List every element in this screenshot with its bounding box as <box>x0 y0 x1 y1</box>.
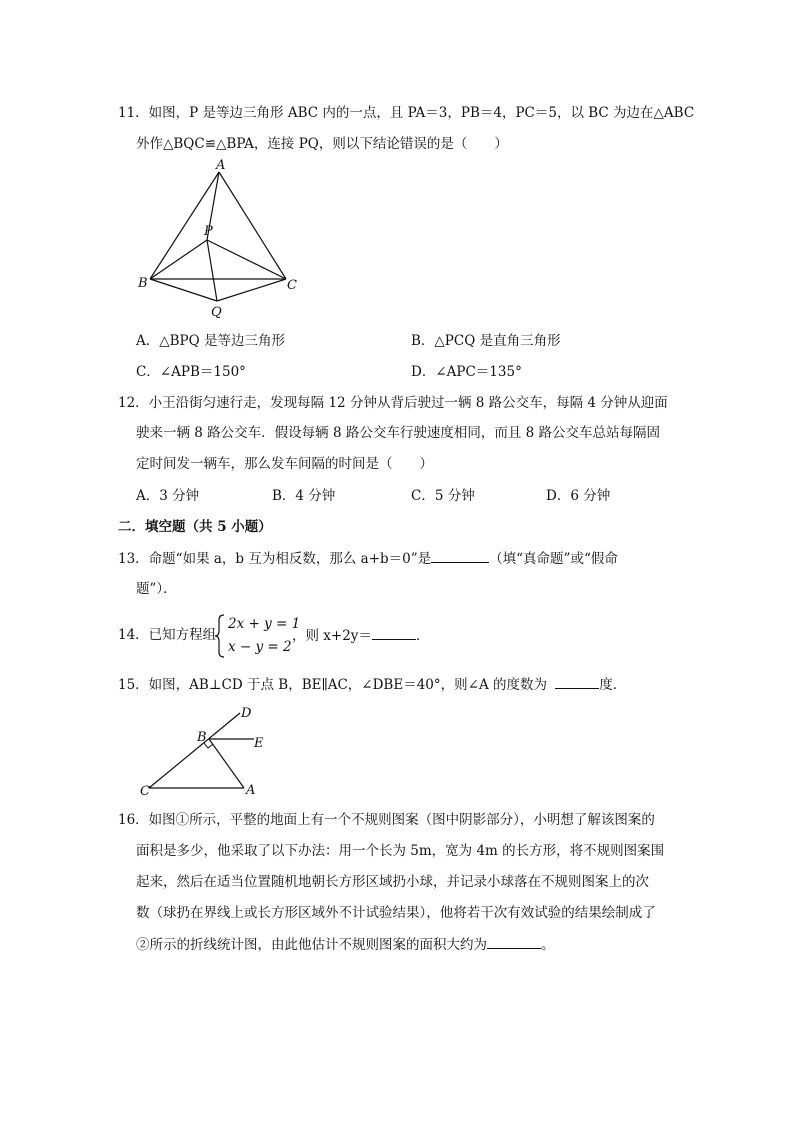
label-B-15: B <box>197 730 207 745</box>
q14-end: ． <box>415 628 430 644</box>
q11-line1: 11．如图，P 是等边三角形 ABC 内的一点，且 PA＝3，PB＝4，PC＝5，以 BC 为边在△ABC <box>118 105 695 121</box>
q15-line <box>118 674 626 695</box>
q16-line2: 面积是多少，他采取了以下办法：用一个长为 5m，宽为 4m 的长方形，将不规则图案围 <box>136 843 665 859</box>
q13-text-a: 13．命题“如果 a，b 互为相反数，那么 a+b＝0”是 <box>118 551 432 567</box>
q13-blank[interactable] <box>431 548 489 563</box>
q14-answer-line <box>292 625 429 646</box>
q12-line1: 12．小王沿街匀速行走，发现每隔 12 分钟从背后驶过一辆 8 路公交车，每隔 4 分钟从迎面 <box>118 395 668 411</box>
q16-line1: 16．如图①所示，平整的地面上有一个不规则图案（图中阴影部分），小明想了解该图案的 <box>118 812 655 828</box>
label-C-15: C <box>140 784 150 799</box>
q12-option-c: C．5 分钟 <box>411 488 475 504</box>
q11-option-c: C．∠APB＝150° <box>136 364 246 380</box>
q12-line3: 定时间发一辆车，那么发车间隔的时间是（ ） <box>136 456 433 472</box>
q12-option-a: A．3 分钟 <box>136 488 200 504</box>
q15-blank[interactable] <box>555 674 599 689</box>
label-C: C <box>287 278 297 293</box>
q13-line2: 题”）． <box>136 581 177 597</box>
q12-option-b: B．4 分钟 <box>272 488 336 504</box>
q16-line5 <box>136 934 555 955</box>
q11-figure <box>130 160 330 320</box>
q12-option-d: D．6 分钟 <box>546 488 611 504</box>
label-P: P <box>204 224 213 239</box>
q14-equation-2: x − y = 2 <box>228 639 292 655</box>
q11-option-b: B．△PCQ 是直角三角形 <box>411 333 561 349</box>
section-heading: 二．填空题（共 5 小题） <box>118 519 272 535</box>
q16-text-b: 。 <box>541 937 555 953</box>
q14-suffix: ，则 x+2y＝ <box>292 628 372 644</box>
q11-option-a: A．△BPQ 是等边三角形 <box>136 333 285 349</box>
q15-text: 15．如图，AB⊥CD 于点 B，BE∥AC，∠DBE＝40°，则∠A 的度数为 <box>118 677 547 693</box>
label-D: D <box>241 706 252 721</box>
label-B: B <box>138 276 148 291</box>
q12-line2: 驶来一辆 8 路公交车．假设每辆 8 路公交车行驶速度相同，而且 8 路公交车总站每隔固 <box>136 425 661 441</box>
label-Q: Q <box>211 305 222 320</box>
q11-line2: 外作△BQC≌△BPA，连接 PQ，则以下结论错误的是（ ） <box>136 136 508 152</box>
q16-blank[interactable] <box>487 934 541 949</box>
label-A: A <box>216 158 226 173</box>
label-A-15: A <box>246 783 256 798</box>
q14-blank[interactable] <box>372 625 416 640</box>
q11-option-d: D．∠APC＝135° <box>411 364 522 380</box>
q14-equation-1: 2x + y = 1 <box>228 616 301 632</box>
q16-line3: 起来，然后在适当位置随机地朝长方形区域扔小球，并记录小球落在不规则图案上的次 <box>136 874 649 890</box>
q14-prefix: 14．已知方程组 <box>118 627 217 643</box>
q16-text-a: ②所示的折线统计图，由此他估计不规则图案的面积大约为 <box>136 937 487 953</box>
q16-line4: 数（球扔在界线上或长方形区域外不计试验结果），他将若干次有效试验的结果绘制成了 <box>136 905 656 921</box>
q13-text-b: （填“真命题”或“假命 <box>489 551 618 567</box>
q14-brace <box>214 614 226 658</box>
q13-line1 <box>118 548 618 569</box>
q15-end: 度． <box>599 677 627 693</box>
q15-figure <box>136 702 286 802</box>
label-E: E <box>254 736 264 751</box>
